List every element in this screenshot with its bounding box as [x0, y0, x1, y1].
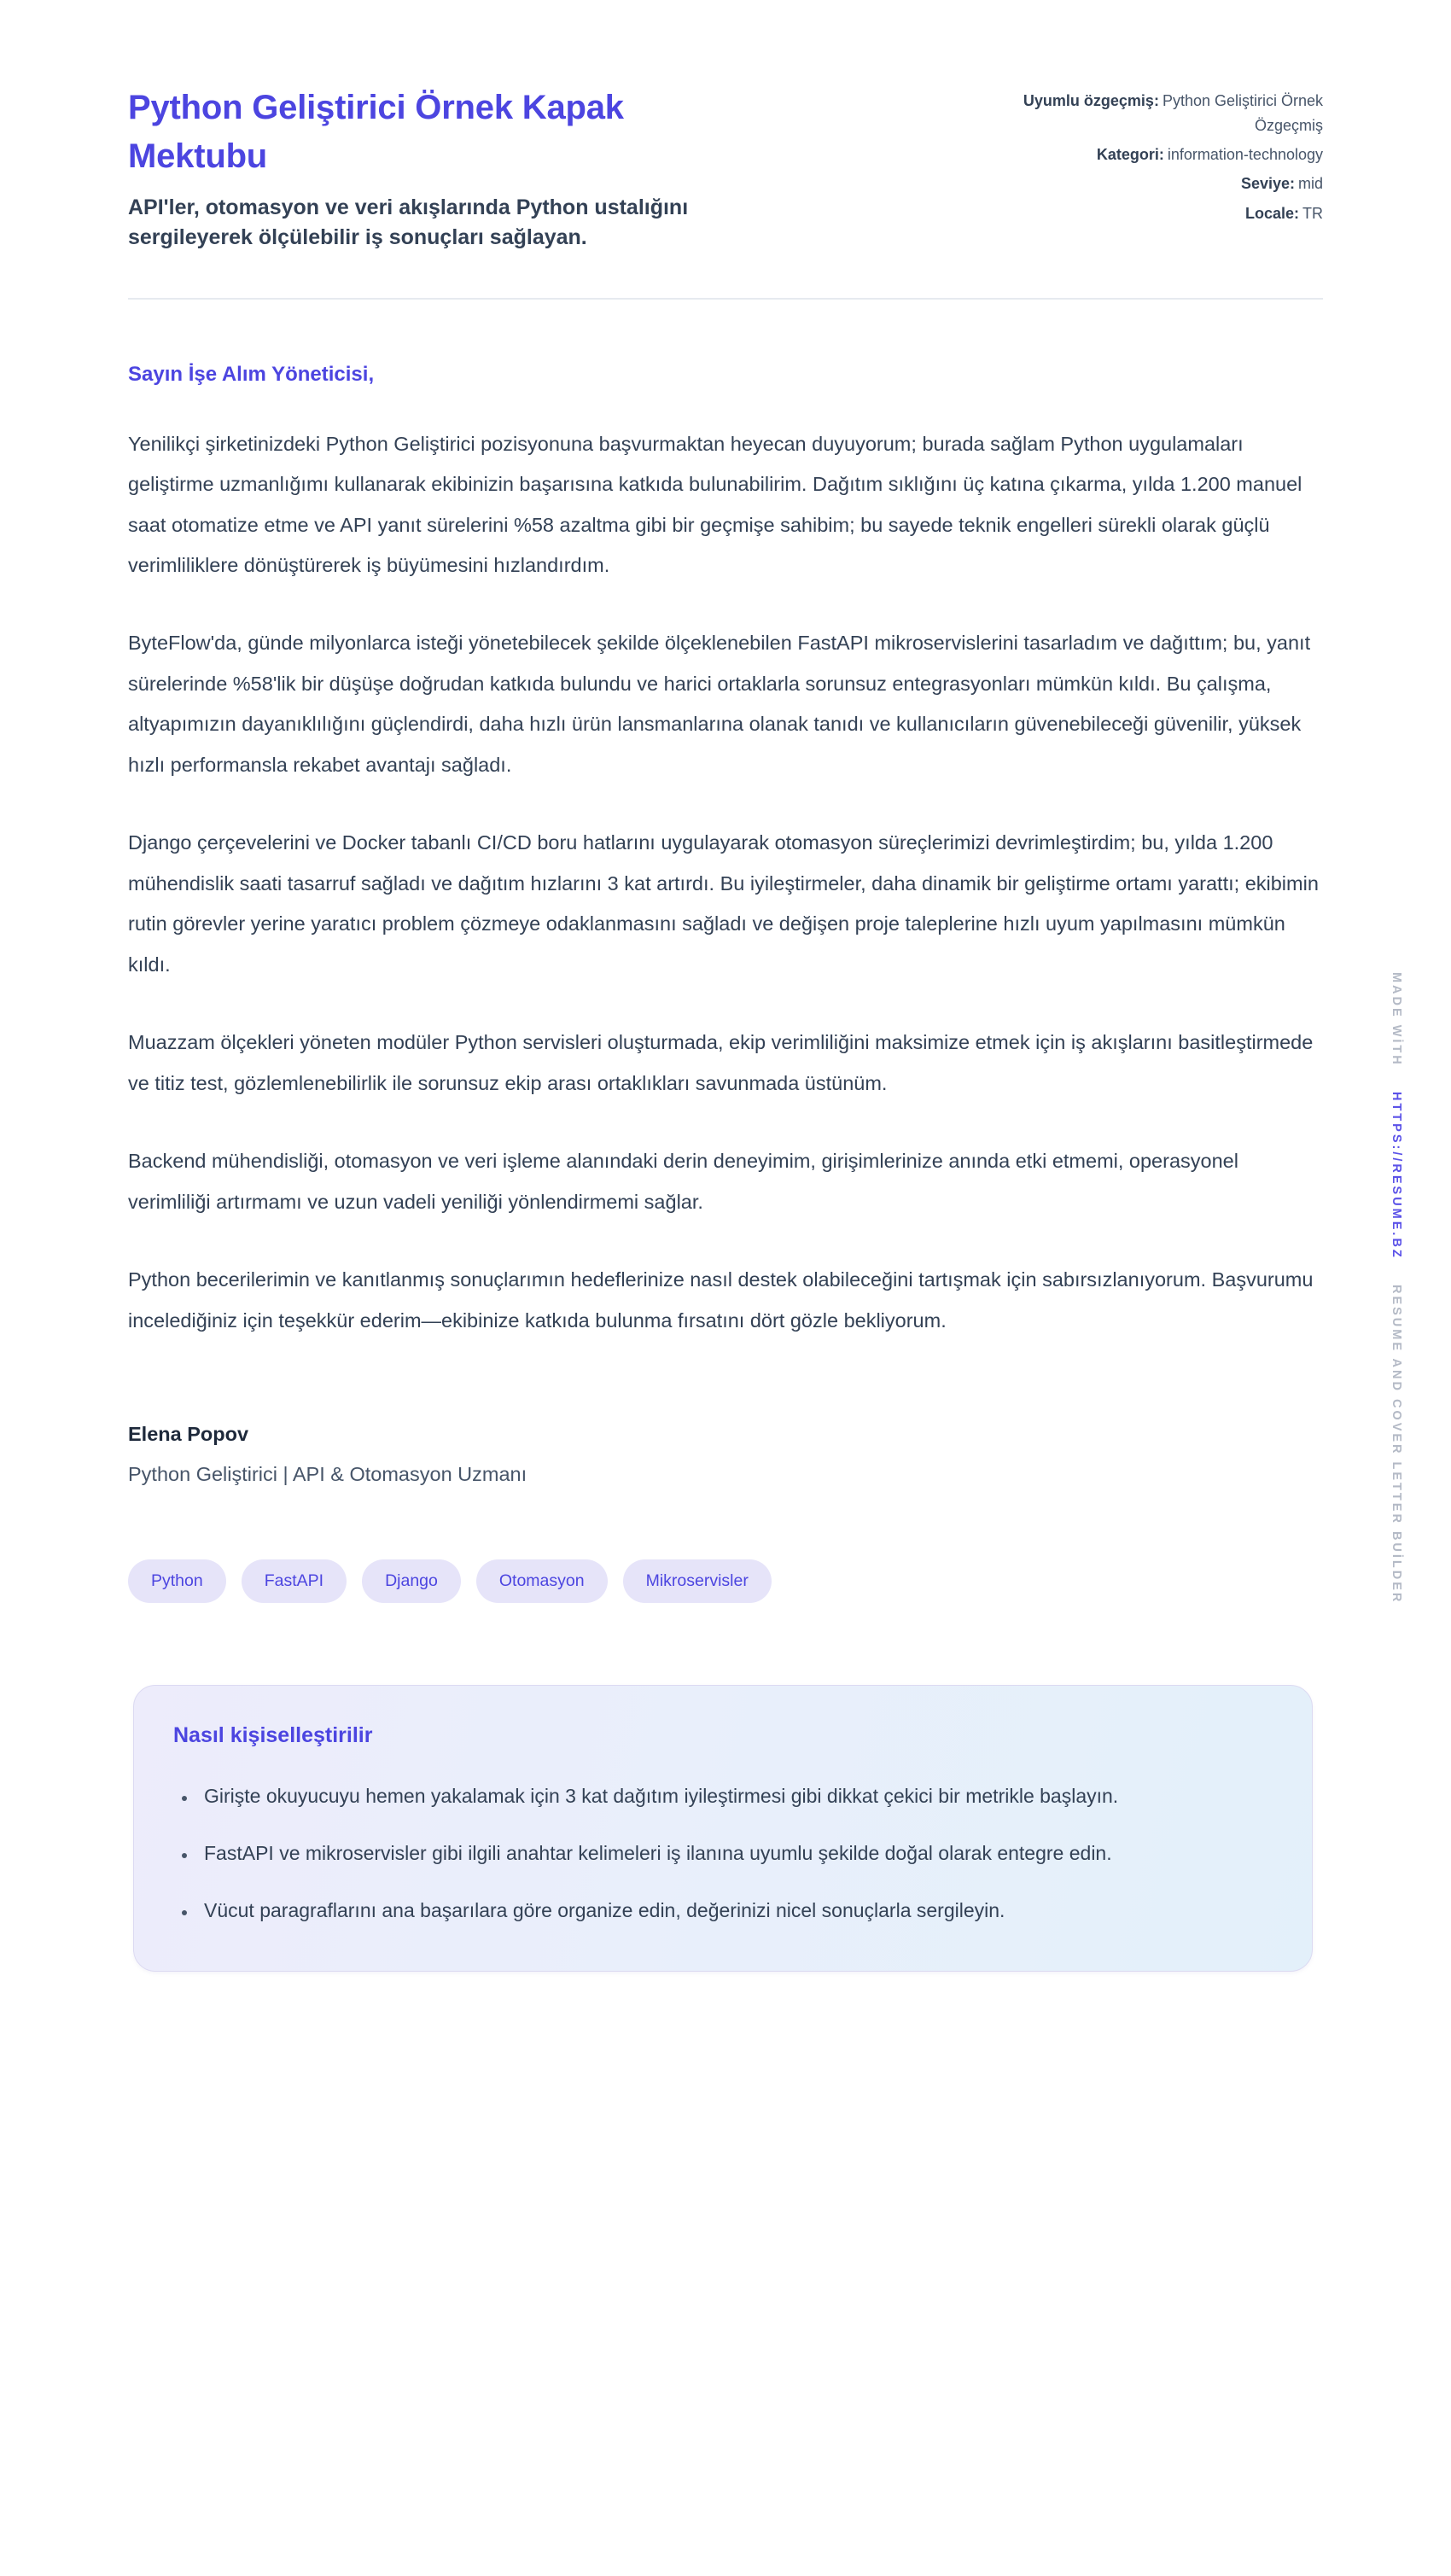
letter-paragraph: Django çerçevelerini ve Docker tabanlı CI/CD boru hatlarını uygulayarak otomasyon süreçlerimizi devrimleştirdim; bu, yılda 1.200 mühendislik saati tasarruf sağladı ve dağıtım hızlarını 3 kat artırdı. Bu iyileştirmeler, daha dinamik bir geliştirme ortamı yarattı; ekibimin rutin görevler yerine yaratıcı problem çözmeye odaklanmasını sağladı ve değişen proje taleplerine hızlı uyum yapılmasını mümkün kıldı.: [128, 831, 1319, 976]
letter-paragraph: Python becerilerimin ve kanıtlanmış sonuçlarımın hedeflerinize nasıl destek olabileceğini tartışmak için sabırsızlanıyorum. Başvurumu incelediğiniz için teşekkür ederim—ekibinize katkıda bulunma fırsatını dört gözle bekliyorum.: [128, 1268, 1314, 1332]
meta-label: Locale:: [1244, 204, 1299, 222]
meta-panel: [954, 84, 1323, 230]
header-divider: [128, 298, 1323, 300]
side-watermark: [1390, 963, 1403, 1613]
tag-python[interactable]: Python: [128, 1559, 226, 1603]
meta-row-locale: [954, 201, 1323, 226]
tips-title: Nasıl kişiselleştirilir: [173, 1723, 373, 1748]
personalization-tips-box: [133, 1685, 1313, 1972]
meta-value: TR: [1302, 204, 1323, 222]
meta-label: Uyumlu özgeçmiş:: [1023, 92, 1159, 109]
meta-value: Python Geliştirici Örnek Özgeçmiş: [1162, 92, 1323, 135]
page-title: Python Geliştirici Örnek Kapak Mektubu: [128, 89, 624, 175]
tag-django[interactable]: Django: [362, 1559, 461, 1603]
watermark-tagline: RESUME AND COVER LETTER BUİLDER: [1390, 1284, 1403, 1605]
meta-label: Kategori:: [1096, 146, 1164, 164]
meta-row-level: [954, 172, 1323, 196]
cover-letter-page: [128, 0, 1323, 1972]
tip-item: • Girişte okuyucuyu hemen yakalamak için 3 kat dağıtım iyileştirmesi gibi dikkat çekici bir metrikle başlayın.: [197, 1777, 1273, 1815]
tip-item: • FastAPI ve mikroservisler gibi ilgili anahtar kelimeleri iş ilanına uyumlu şekilde doğal olarak entegre edin.: [197, 1834, 1273, 1873]
tag-mikroservisler[interactable]: Mikroservisler: [623, 1559, 772, 1603]
letter-paragraph: ByteFlow'da, günde milyonlarca isteği yönetebilecek şekilde ölçeklenebilen FastAPI mikroservislerini tasarladım ve dağıttım; bu, yanıt sürelerinde %58'lik bir düşüşe doğrudan katkıda bulundu ve harici ortaklarla sorunsuz entegrasyonları mümkün kıldı. Bu çalışma, altyapımızın dayanıklılığını güçlendirdi, daha hızlı ürün lansmanlarına olanak tanıdı ve kullanıcıların güvenebileceği güvenilir, yüksek hızlı performansla rekabet avantajı sağladı.: [128, 632, 1311, 776]
tips-list: [173, 1777, 1273, 1930]
tip-item: • Vücut paragraflarını ana başarılara göre organize edin, değerinizi nicel sonuçlarla sergileyin.: [197, 1891, 1273, 1930]
letter-body: [128, 363, 1323, 1486]
meta-row-category: [954, 143, 1323, 167]
meta-label: Seviye:: [1240, 175, 1295, 193]
watermark-made-with: MADE WİTH: [1390, 971, 1403, 1067]
skill-tags: [128, 1559, 1323, 1603]
tag-fastapi[interactable]: FastAPI: [242, 1559, 347, 1603]
page-subtitle: API'ler, otomasyon ve veri akışlarında Python ustalığını sergileyerek ölçülebilir iş sonuçları sağlayan.: [128, 195, 689, 250]
meta-value: mid: [1297, 175, 1323, 193]
meta-value: information-technology: [1167, 146, 1323, 164]
letter-paragraph: Yenilikçi şirketinizdeki Python Geliştirici pozisyonuna başvurmaktan heyecan duyuyorum; burada sağlam Python uygulamaları geliştirme uzmanlığımı kullanarak ekibinizin başarısına katkıda bulunabilirim. Dağıtım sıklığını üç katına çıkarma, yılda 1.200 manuel saat otomatize etme ve API yanıt sürelerini %58 azaltma gibi bir geçmişe sahibim; bu sayede teknik engelleri sürekli olarak güçlü verimliliklere dönüştürerek iş büyümesini hızlandırdım.: [128, 432, 1302, 576]
letter-paragraph: Backend mühendisliği, otomasyon ve veri işleme alanındaki derin deneyimim, girişimlerinize anında etki etmemi, operasyonel verimliliği artırmamı ve uzun vadeli yeniliği yönlendirmemi sağlar.: [128, 1150, 1238, 1213]
header: [128, 84, 1323, 254]
watermark-resume-bz-link[interactable]: HTTPS://RESUME.BZ: [1390, 1091, 1403, 1260]
meta-row-matching-resume: [954, 89, 1323, 138]
signature-name: Elena Popov: [128, 1423, 249, 1446]
signature-role: Python Geliştirici | API & Otomasyon Uzmanı: [128, 1463, 527, 1486]
letter-greeting: Sayın İşe Alım Yöneticisi,: [128, 362, 375, 386]
tag-otomasyon[interactable]: Otomasyon: [476, 1559, 608, 1603]
letter-paragraph: Muazzam ölçekleri yöneten modüler Python servisleri oluşturmada, ekip verimliliğini maksimize etmek için iş akışlarını basitleştirmede ve titiz test, gözlemlenebilirlik ile sorunsuz ekip arası ortaklıkları savunmada üstünüm.: [128, 1031, 1314, 1094]
header-title-block: [128, 84, 802, 254]
